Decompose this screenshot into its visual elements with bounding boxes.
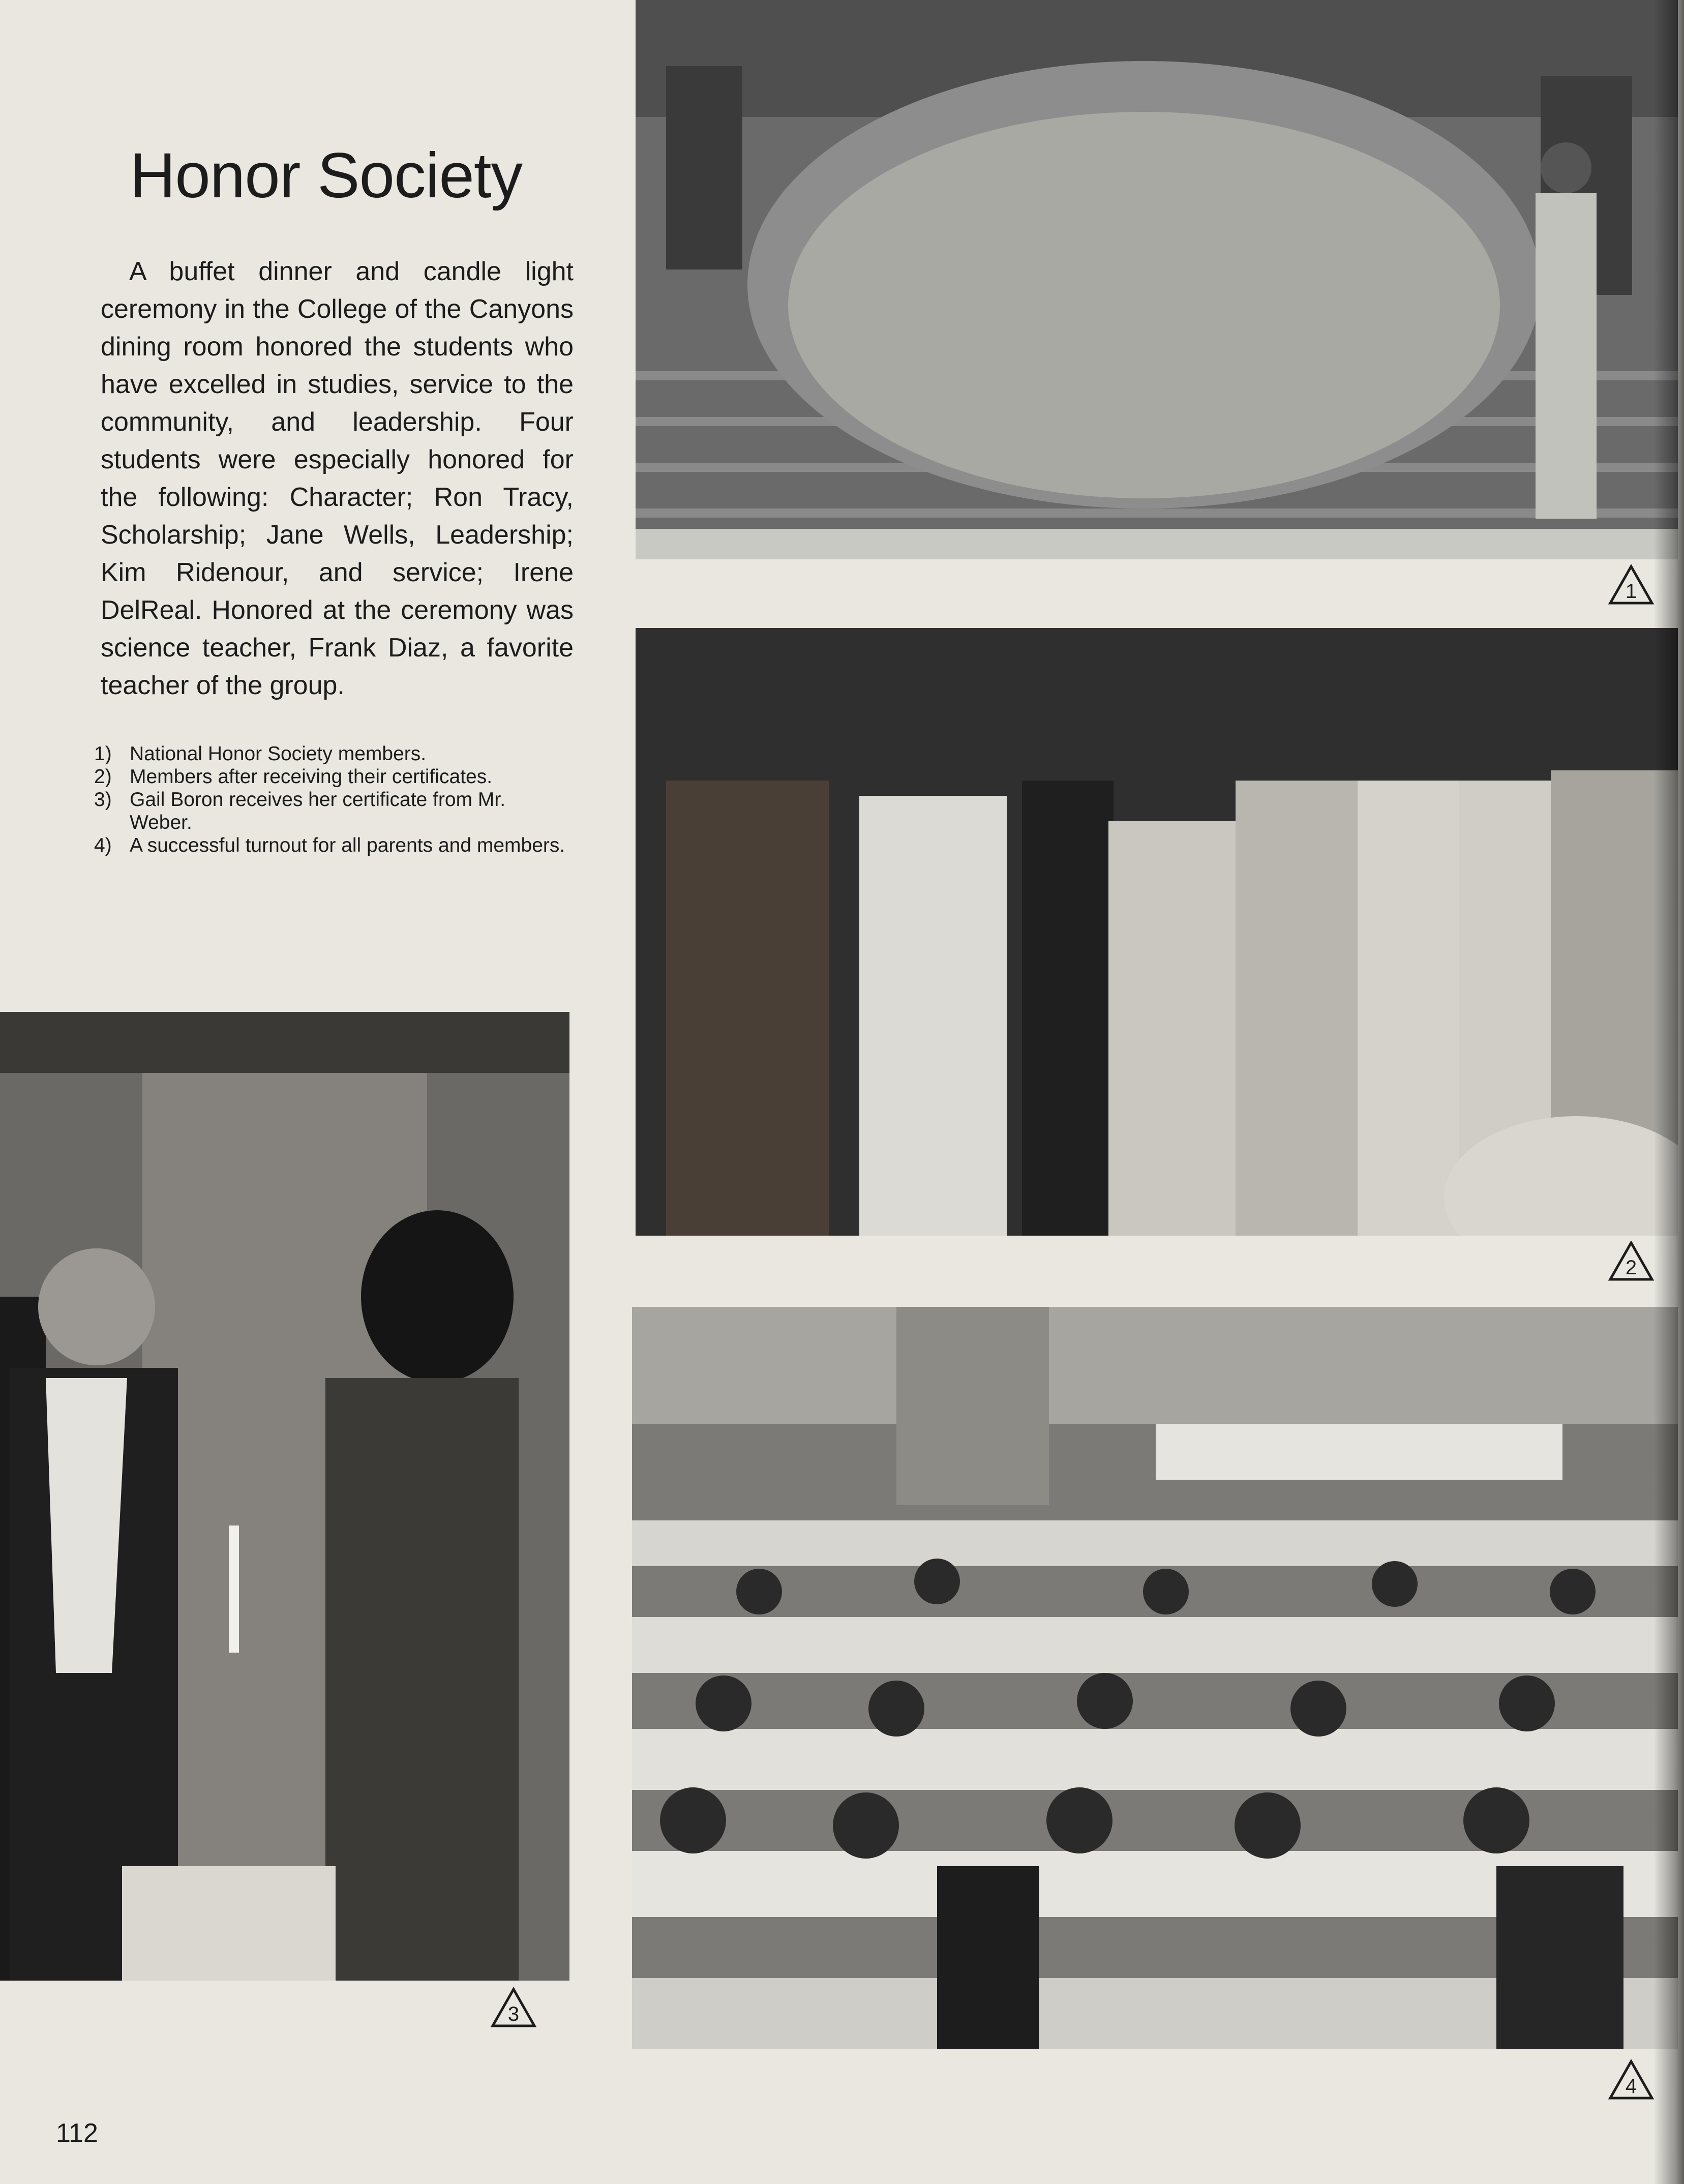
photo-marker-2	[1608, 1241, 1654, 1281]
photo-dining-room-turnout	[632, 1307, 1678, 2049]
photo-certificate-presentation	[0, 1012, 569, 1981]
caption-text: Gail Boron receives her certificate from Mr. Weber.	[130, 789, 506, 833]
page-title: Honor Society	[130, 140, 523, 211]
photo-group-on-steps	[636, 0, 1678, 559]
marker-number: 4	[1625, 2075, 1637, 2098]
caption-number: 1)	[94, 743, 112, 765]
page-number: 112	[56, 2118, 98, 2148]
caption-item	[94, 742, 572, 765]
book-spine-shadow	[1653, 0, 1684, 2184]
caption-number: 4)	[94, 834, 112, 856]
caption-text: National Honor Society members.	[130, 743, 427, 765]
photo-members-with-certificates	[636, 628, 1678, 1236]
caption-item	[94, 834, 572, 857]
caption-number: 3)	[94, 789, 112, 811]
caption-list	[94, 742, 572, 857]
photo-marker-1	[1608, 564, 1654, 605]
caption-item	[94, 765, 572, 788]
caption-item	[94, 788, 572, 834]
caption-text: Members after receiving their certificates.	[130, 766, 493, 788]
photo-marker-4	[1608, 2059, 1654, 2100]
marker-number: 1	[1625, 580, 1637, 603]
caption-number: 2)	[94, 766, 112, 788]
photo-marker-3	[491, 1987, 536, 2028]
caption-text: A successful turnout for all parents and members.	[130, 834, 565, 856]
marker-number: 2	[1625, 1256, 1637, 1279]
marker-number: 3	[507, 2003, 520, 2025]
article-body: A buffet dinner and candle light ceremony in the College of the Canyons dining room honored the students who have excelled in studies, service to the community, and leadership. Four students were especially honored for the following: Character; Ron Tracy, Scholarship; Jane Wells, Leadership; Kim Ridenour, and service; Irene DelReal. Honored at the ceremony was science teacher, Frank Diaz, a favorite teacher of the group.	[101, 257, 574, 700]
